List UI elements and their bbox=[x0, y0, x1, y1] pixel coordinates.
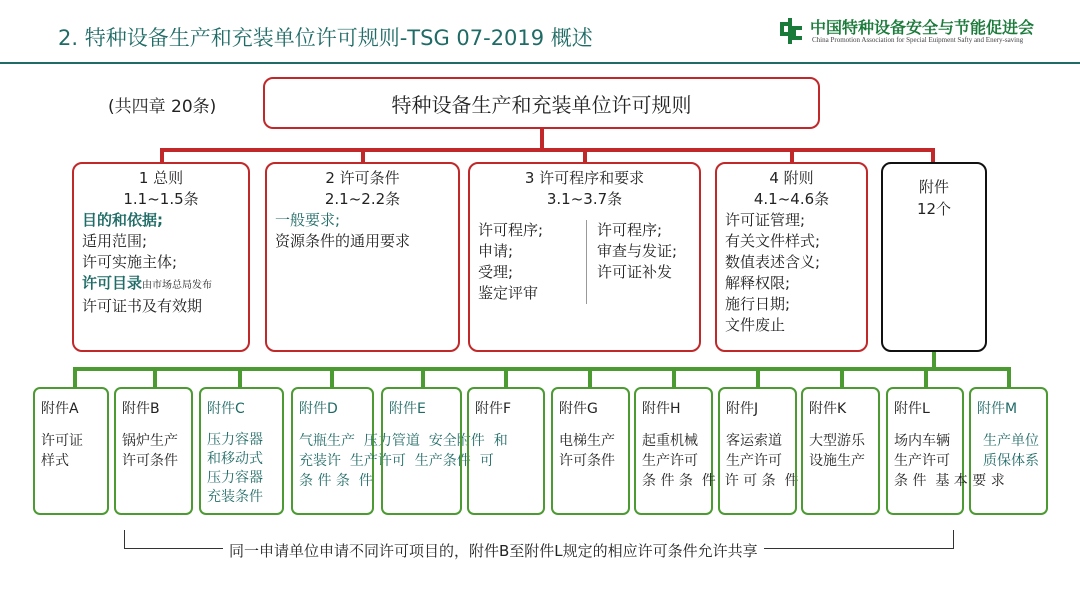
annex-a-text: 样式 bbox=[41, 453, 69, 469]
connector-red-drop bbox=[361, 148, 365, 163]
connector-green-drop bbox=[330, 367, 334, 387]
root-node-label: 特种设备生产和充装单位许可规则 bbox=[391, 92, 692, 117]
chapter-3-right-item: 许可证补发 bbox=[597, 263, 673, 281]
chapter-2-title: 2 许可条件 bbox=[325, 169, 400, 187]
annex-b-label: 附件B bbox=[122, 401, 160, 417]
connector-red-drop bbox=[583, 148, 587, 163]
annex-k-box bbox=[801, 387, 880, 515]
chapter-3-left-item: 许可程序; bbox=[478, 221, 544, 239]
connector-green-drop bbox=[238, 367, 242, 387]
chapter-1-box bbox=[72, 162, 250, 352]
annex-j-text: 客运索道 bbox=[726, 433, 782, 449]
connector-red-drop bbox=[931, 148, 935, 163]
annex-h-text: 生产许可 bbox=[642, 453, 698, 469]
connector-green-drop bbox=[672, 367, 676, 387]
chapter-3-left-item: 受理; bbox=[478, 263, 514, 281]
annex-g-box bbox=[551, 387, 630, 515]
annex-group-title: 附件 bbox=[918, 178, 949, 196]
connector-green-drop bbox=[421, 367, 425, 387]
annex-k-text: 设施生产 bbox=[809, 453, 865, 469]
chapter-4-box bbox=[715, 162, 868, 352]
annex-b-text: 许可条件 bbox=[122, 453, 178, 469]
annex-k-label: 附件K bbox=[809, 401, 847, 417]
connector-red-stem bbox=[540, 129, 544, 150]
connector-green-drop bbox=[1007, 367, 1011, 387]
annex-c-text: 充装条件 bbox=[207, 489, 263, 505]
chapter-3-range: 3.1~3.7条 bbox=[546, 190, 623, 208]
annex-j-label: 附件J bbox=[726, 401, 759, 417]
connector-green-drop bbox=[588, 367, 592, 387]
annex-c-text: 和移动式 bbox=[207, 451, 263, 467]
chapter-3-box bbox=[468, 162, 701, 352]
annex-h-text: 起重机械 bbox=[642, 433, 698, 449]
annex-g-text: 电梯生产 bbox=[559, 433, 615, 449]
annex-m-text: 质保体系 bbox=[983, 453, 1039, 469]
chapter-4-range: 4.1~4.6条 bbox=[753, 190, 830, 208]
slide-title: 2. 特种设备生产和充装单位许可规则-TSG 07-2019 概述 bbox=[58, 26, 593, 50]
connector-green-drop bbox=[153, 367, 157, 387]
chapter-3-right-item: 审查与发证; bbox=[597, 242, 678, 260]
chapter-1-title: 1 总则 bbox=[138, 169, 184, 187]
annex-group-count: 12个 bbox=[916, 200, 952, 218]
connector-green-bus bbox=[73, 367, 1010, 371]
chapter-3-left-item: 申请; bbox=[478, 242, 514, 260]
connector-green-drop bbox=[924, 367, 928, 387]
chapter-4-item: 文件废止 bbox=[725, 316, 786, 334]
chapter-1-item: 许可证书及有效期 bbox=[82, 297, 203, 315]
chapter-2-item: 资源条件的通用要求 bbox=[275, 232, 411, 250]
annex-b-text: 锅炉生产 bbox=[122, 433, 178, 449]
annex-h-label: 附件H bbox=[642, 401, 681, 417]
annex-d-text: 条 件 条 件 bbox=[299, 473, 373, 489]
annex-c-text: 压力容器 bbox=[207, 432, 263, 448]
chapter-3-title: 3 许可程序和要求 bbox=[524, 169, 645, 187]
annex-g-label: 附件G bbox=[559, 401, 598, 417]
annex-m-box bbox=[969, 387, 1048, 515]
chapter-4-item: 许可证管理; bbox=[725, 211, 806, 229]
annex-g-text: 许可条件 bbox=[559, 453, 615, 469]
chapter-4-item: 施行日期; bbox=[725, 295, 791, 313]
annex-b-box bbox=[114, 387, 193, 515]
annex-d-label: 附件D bbox=[299, 401, 338, 417]
annex-m-text: 生产单位 bbox=[983, 433, 1039, 449]
annex-l-text: 场内车辆 bbox=[894, 433, 950, 449]
annex-e-label: 附件E bbox=[389, 401, 426, 417]
connector-red-drop bbox=[790, 148, 794, 163]
chapter-1-item-note: 由市场总局发布 bbox=[142, 280, 213, 291]
annex-f-box bbox=[467, 387, 545, 515]
annex-d-text: 充装许 生产许可 生产条件 可 bbox=[299, 453, 494, 469]
annex-a-text: 许可证 bbox=[41, 433, 83, 449]
annex-l-text: 条 件 基 本 要 求 bbox=[894, 473, 1005, 489]
chapter-3-right-item: 许可程序; bbox=[597, 221, 663, 239]
annex-d-text: 气瓶生产 压力管道 安全附件 和 bbox=[299, 433, 508, 449]
chapter-2-item: 一般要求; bbox=[275, 211, 341, 229]
root-node bbox=[263, 77, 820, 129]
annex-f-label: 附件F bbox=[475, 401, 512, 417]
annex-m-label: 附件M bbox=[977, 401, 1018, 417]
annex-h-text: 条 件 条 件 许 可 条 件 bbox=[642, 473, 799, 489]
annex-l-text: 生产许可 bbox=[894, 453, 950, 469]
annex-l-label: 附件L bbox=[894, 401, 930, 417]
chapter-count-note: (共四章 20条) bbox=[108, 97, 217, 117]
annex-e-box bbox=[381, 387, 462, 515]
chapter-3-left-item: 鉴定评审 bbox=[478, 284, 539, 302]
chapter-2-range: 2.1~2.2条 bbox=[324, 190, 401, 208]
shared-conditions-note: 同一申请单位申请不同许可项目的，附件B至附件L规定的相应许可条件允许共享 bbox=[223, 540, 764, 561]
chapter-4-item: 解释权限; bbox=[725, 274, 791, 292]
association-logo bbox=[776, 14, 1076, 50]
chapter-4-title: 4 附则 bbox=[769, 169, 814, 187]
connector-red-drop bbox=[160, 148, 164, 163]
annex-j-box bbox=[718, 387, 797, 515]
chapter-1-item: 许可实施主体; bbox=[82, 253, 178, 271]
chapter-3-separator bbox=[586, 220, 587, 304]
annex-c-label: 附件C bbox=[207, 401, 245, 417]
logo-mark-icon bbox=[776, 16, 806, 46]
annex-c-box bbox=[199, 387, 284, 515]
chapter-1-item: 许可目录 bbox=[82, 274, 143, 292]
chapter-2-box bbox=[265, 162, 460, 352]
annex-a-box bbox=[33, 387, 109, 515]
chapter-1-range: 1.1~1.5条 bbox=[123, 190, 199, 208]
connector-green-drop bbox=[756, 367, 760, 387]
chapter-4-item: 有关文件样式; bbox=[725, 232, 821, 250]
chapter-1-item: 适用范围; bbox=[82, 232, 148, 250]
connector-green-drop bbox=[840, 367, 844, 387]
connector-green-drop bbox=[504, 367, 508, 387]
chapter-1-item: 目的和依据; bbox=[82, 211, 163, 229]
connector-green-drop bbox=[73, 367, 77, 387]
logo-name-cn: 中国特种设备安全与节能促进会 bbox=[810, 18, 1035, 37]
annex-k-text: 大型游乐 bbox=[809, 433, 865, 449]
annex-a-label: 附件A bbox=[41, 401, 79, 417]
connector-red-bus bbox=[160, 148, 935, 152]
title-divider bbox=[0, 62, 1080, 64]
annex-c-text: 压力容器 bbox=[207, 470, 263, 486]
annex-group-box bbox=[881, 162, 987, 352]
logo-name-en: China Promotion Association for Special Euipment Safty and Enery-saving bbox=[812, 36, 1024, 44]
annex-j-text: 生产许可 bbox=[726, 453, 782, 469]
chapter-4-item: 数值表述含义; bbox=[725, 253, 821, 271]
